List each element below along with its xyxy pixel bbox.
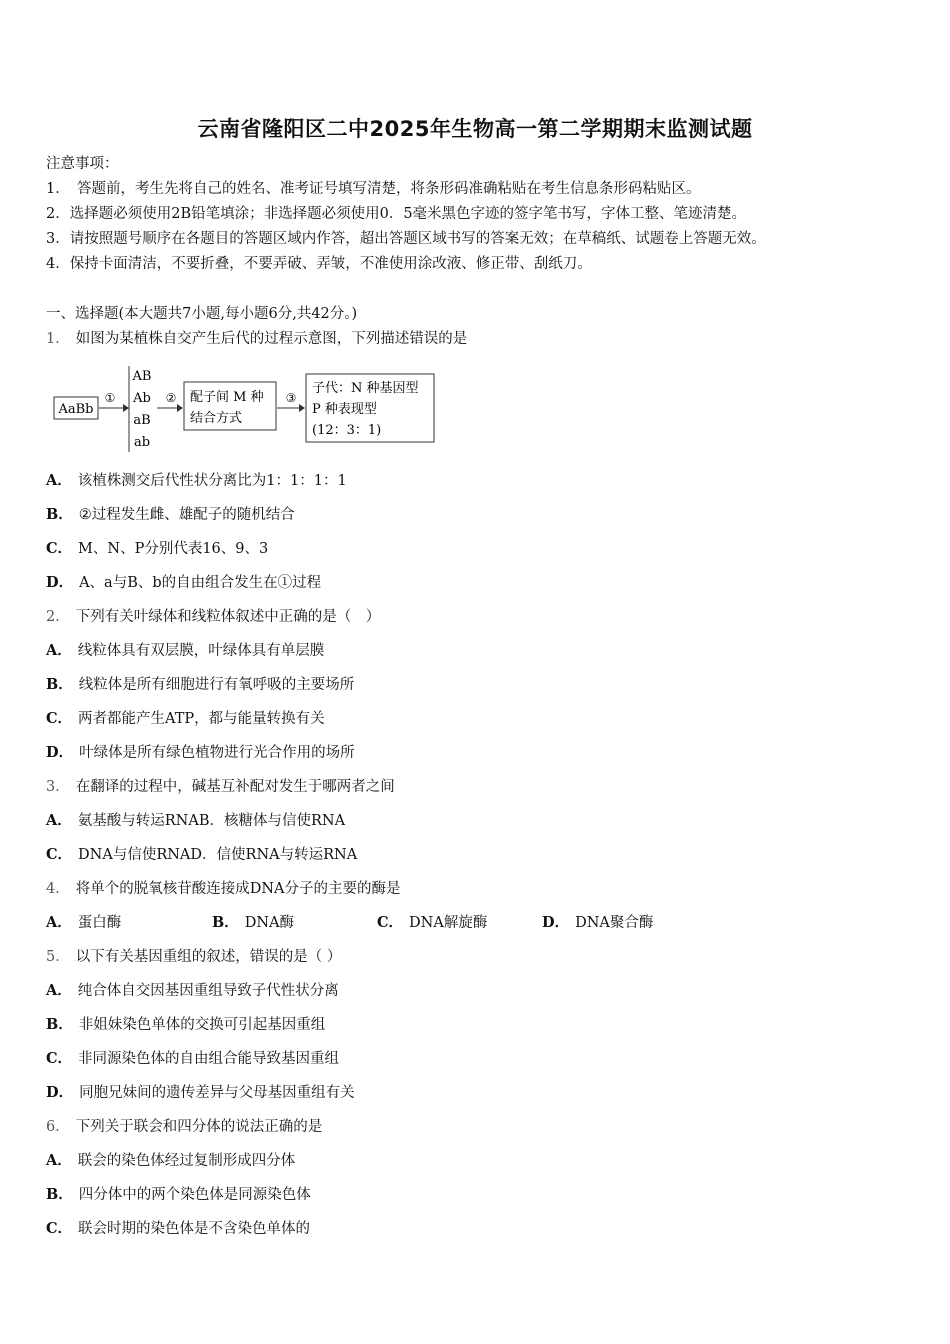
option-row <box>46 707 325 728</box>
option-row <box>46 1081 355 1102</box>
option-letter: D． <box>46 574 74 591</box>
option-text: M、N、P分别代表16、9、3 <box>78 541 269 557</box>
option-row <box>46 673 354 694</box>
option-letter: A． <box>46 642 72 659</box>
question-text: 下列有关叶绿体和线粒体叙述中正确的是（ ） <box>75 609 381 625</box>
option-text: ②过程发生雌、雄配子的随机结合 <box>78 507 295 523</box>
option-row <box>46 911 121 932</box>
option-text: 线粒体是所有细胞进行有氧呼吸的主要场所 <box>78 677 355 693</box>
option-row <box>46 1013 325 1034</box>
option-text: 叶绿体是所有绿色植物进行光合作用的场所 <box>79 745 355 761</box>
diagram-start-label: AaBb <box>58 402 94 417</box>
arrow-1-head <box>123 404 129 412</box>
result-line: P 种表现型 <box>312 402 377 417</box>
option-letter: A． <box>46 812 72 829</box>
option-row <box>212 911 294 932</box>
option-letter: B． <box>46 676 73 693</box>
question-text: 将单个的脱氧核苷酸连接成DNA分子的主要的酶是 <box>75 881 401 897</box>
option-text: 同胞兄妹间的遗传差异与父母基因重组有关 <box>79 1085 355 1101</box>
option-letter: C． <box>46 710 73 727</box>
question-number: 4． <box>46 881 70 897</box>
option-letter: D． <box>46 1084 74 1101</box>
option-letter: A． <box>46 982 72 999</box>
option-row <box>46 1047 339 1068</box>
option-text: 联会时期的染色体是不含染色单体的 <box>78 1221 311 1237</box>
gamete-label: aB <box>133 413 151 428</box>
result-line: 子代：N 种基因型 <box>312 381 419 396</box>
question-text: 在翻译的过程中，碱基互补配对发生于哪两者之间 <box>75 779 395 795</box>
option-row <box>46 537 268 558</box>
option-text: 非姐妹染色单体的交换可引起基因重组 <box>78 1017 326 1033</box>
option-row <box>46 1183 311 1204</box>
question-number: 5． <box>46 949 70 965</box>
option-letter: D． <box>542 914 570 931</box>
question-1 <box>46 327 467 348</box>
question-4 <box>46 877 401 898</box>
option-text: DNA解旋酶 <box>409 915 488 931</box>
option-text: DNA与信使RNAD．信使RNA与转运RNA <box>78 847 358 863</box>
note-item: 2．选择题必须使用2B铅笔填涂；非选择题必须使用0．5毫米黑色字迹的签字笔书写，字体工整、笔迹清楚。 <box>46 206 747 222</box>
option-letter: D． <box>46 744 74 761</box>
option-letter: A． <box>46 914 72 931</box>
process-diagram <box>50 360 450 460</box>
option-row <box>46 469 347 490</box>
option-row <box>542 911 653 932</box>
step-3-label: ③ <box>285 391 297 405</box>
question-number: 1． <box>46 331 70 347</box>
option-letter: C． <box>46 846 73 863</box>
notes-heading: 注意事项： <box>46 156 119 172</box>
option-text: 联会的染色体经过复制形成四分体 <box>77 1153 296 1169</box>
option-letter: C． <box>46 1220 73 1237</box>
option-text: 非同源染色体的自由组合能导致基因重组 <box>78 1051 340 1067</box>
option-row <box>46 979 339 1000</box>
option-text: DNA酶 <box>244 915 295 931</box>
option-letter: A． <box>46 1152 72 1169</box>
page-title: 云南省隆阳区二中2025年生物高一第二学期期末监测试题 <box>197 117 753 141</box>
note-item: 1． 答题前，考生先将自己的姓名、准考证号填写清楚，将条形码准确粘贴在考生信息条形码粘贴区。 <box>46 181 701 197</box>
question-3 <box>46 775 395 796</box>
option-row <box>46 503 295 524</box>
note-item: 4．保持卡面清洁，不要折叠，不要弄破、弄皱，不准使用涂改液、修正带、刮纸刀。 <box>46 256 592 272</box>
option-row <box>46 741 355 762</box>
option-row <box>377 911 487 932</box>
question-2 <box>46 605 380 626</box>
option-text: 四分体中的两个染色体是同源染色体 <box>78 1187 311 1203</box>
option-row <box>46 843 357 864</box>
option-text: 氨基酸与转运RNAB．核糖体与信使RNA <box>77 813 346 829</box>
option-text: 该植株测交后代性状分离比为1：1：1：1 <box>77 473 347 489</box>
arrow-2-head <box>177 404 183 412</box>
option-row <box>46 1217 310 1238</box>
option-letter: B． <box>46 1016 73 1033</box>
option-letter: C． <box>46 540 73 557</box>
question-text: 如图为某植株自交产生后代的过程示意图，下列描述错误的是 <box>75 331 468 347</box>
option-letter: B． <box>46 506 73 523</box>
question-number: 3． <box>46 779 70 795</box>
step-2-label: ② <box>165 391 177 405</box>
option-row <box>46 809 345 830</box>
arrow-3-head <box>299 404 305 412</box>
option-row <box>46 571 321 592</box>
result-line: (12：3：1) <box>312 423 382 438</box>
option-letter: A． <box>46 472 72 489</box>
question-6 <box>46 1115 322 1136</box>
option-letter: B． <box>212 914 239 931</box>
option-text: 线粒体具有双层膜，叶绿体具有单层膜 <box>77 643 325 659</box>
middle-line: 配子间 M 种 <box>190 390 264 405</box>
question-number: 6． <box>46 1119 70 1135</box>
option-letter: B． <box>46 1186 73 1203</box>
option-letter: C． <box>377 914 404 931</box>
gamete-label: ab <box>133 435 151 450</box>
option-text: 蛋白酶 <box>77 915 122 931</box>
gamete-label: Ab <box>133 391 151 406</box>
section-heading: 一、选择题(本大题共7小题,每小题6分,共42分。) <box>46 306 358 322</box>
question-text: 以下有关基因重组的叙述，错误的是（ ） <box>75 949 342 965</box>
step-1-label: ① <box>104 391 116 405</box>
option-row <box>46 639 324 660</box>
middle-line: 结合方式 <box>190 411 243 426</box>
option-text: DNA聚合酶 <box>575 915 654 931</box>
option-row <box>46 1149 295 1170</box>
question-text: 下列关于联会和四分体的说法正确的是 <box>75 1119 323 1135</box>
question-5 <box>46 945 341 966</box>
option-text: 纯合体自交因基因重组导致子代性状分离 <box>77 983 339 999</box>
option-letter: C． <box>46 1050 73 1067</box>
option-text: 两者都能产生ATP，都与能量转换有关 <box>78 711 325 727</box>
question-number: 2． <box>46 609 70 625</box>
gamete-label: AB <box>132 369 152 384</box>
note-item: 3．请按照题号顺序在各题目的答题区域内作答，超出答题区域书写的答案无效；在草稿纸、试题卷上答题无效。 <box>46 231 766 247</box>
option-text: A、a与B、b的自由组合发生在①过程 <box>79 575 322 591</box>
